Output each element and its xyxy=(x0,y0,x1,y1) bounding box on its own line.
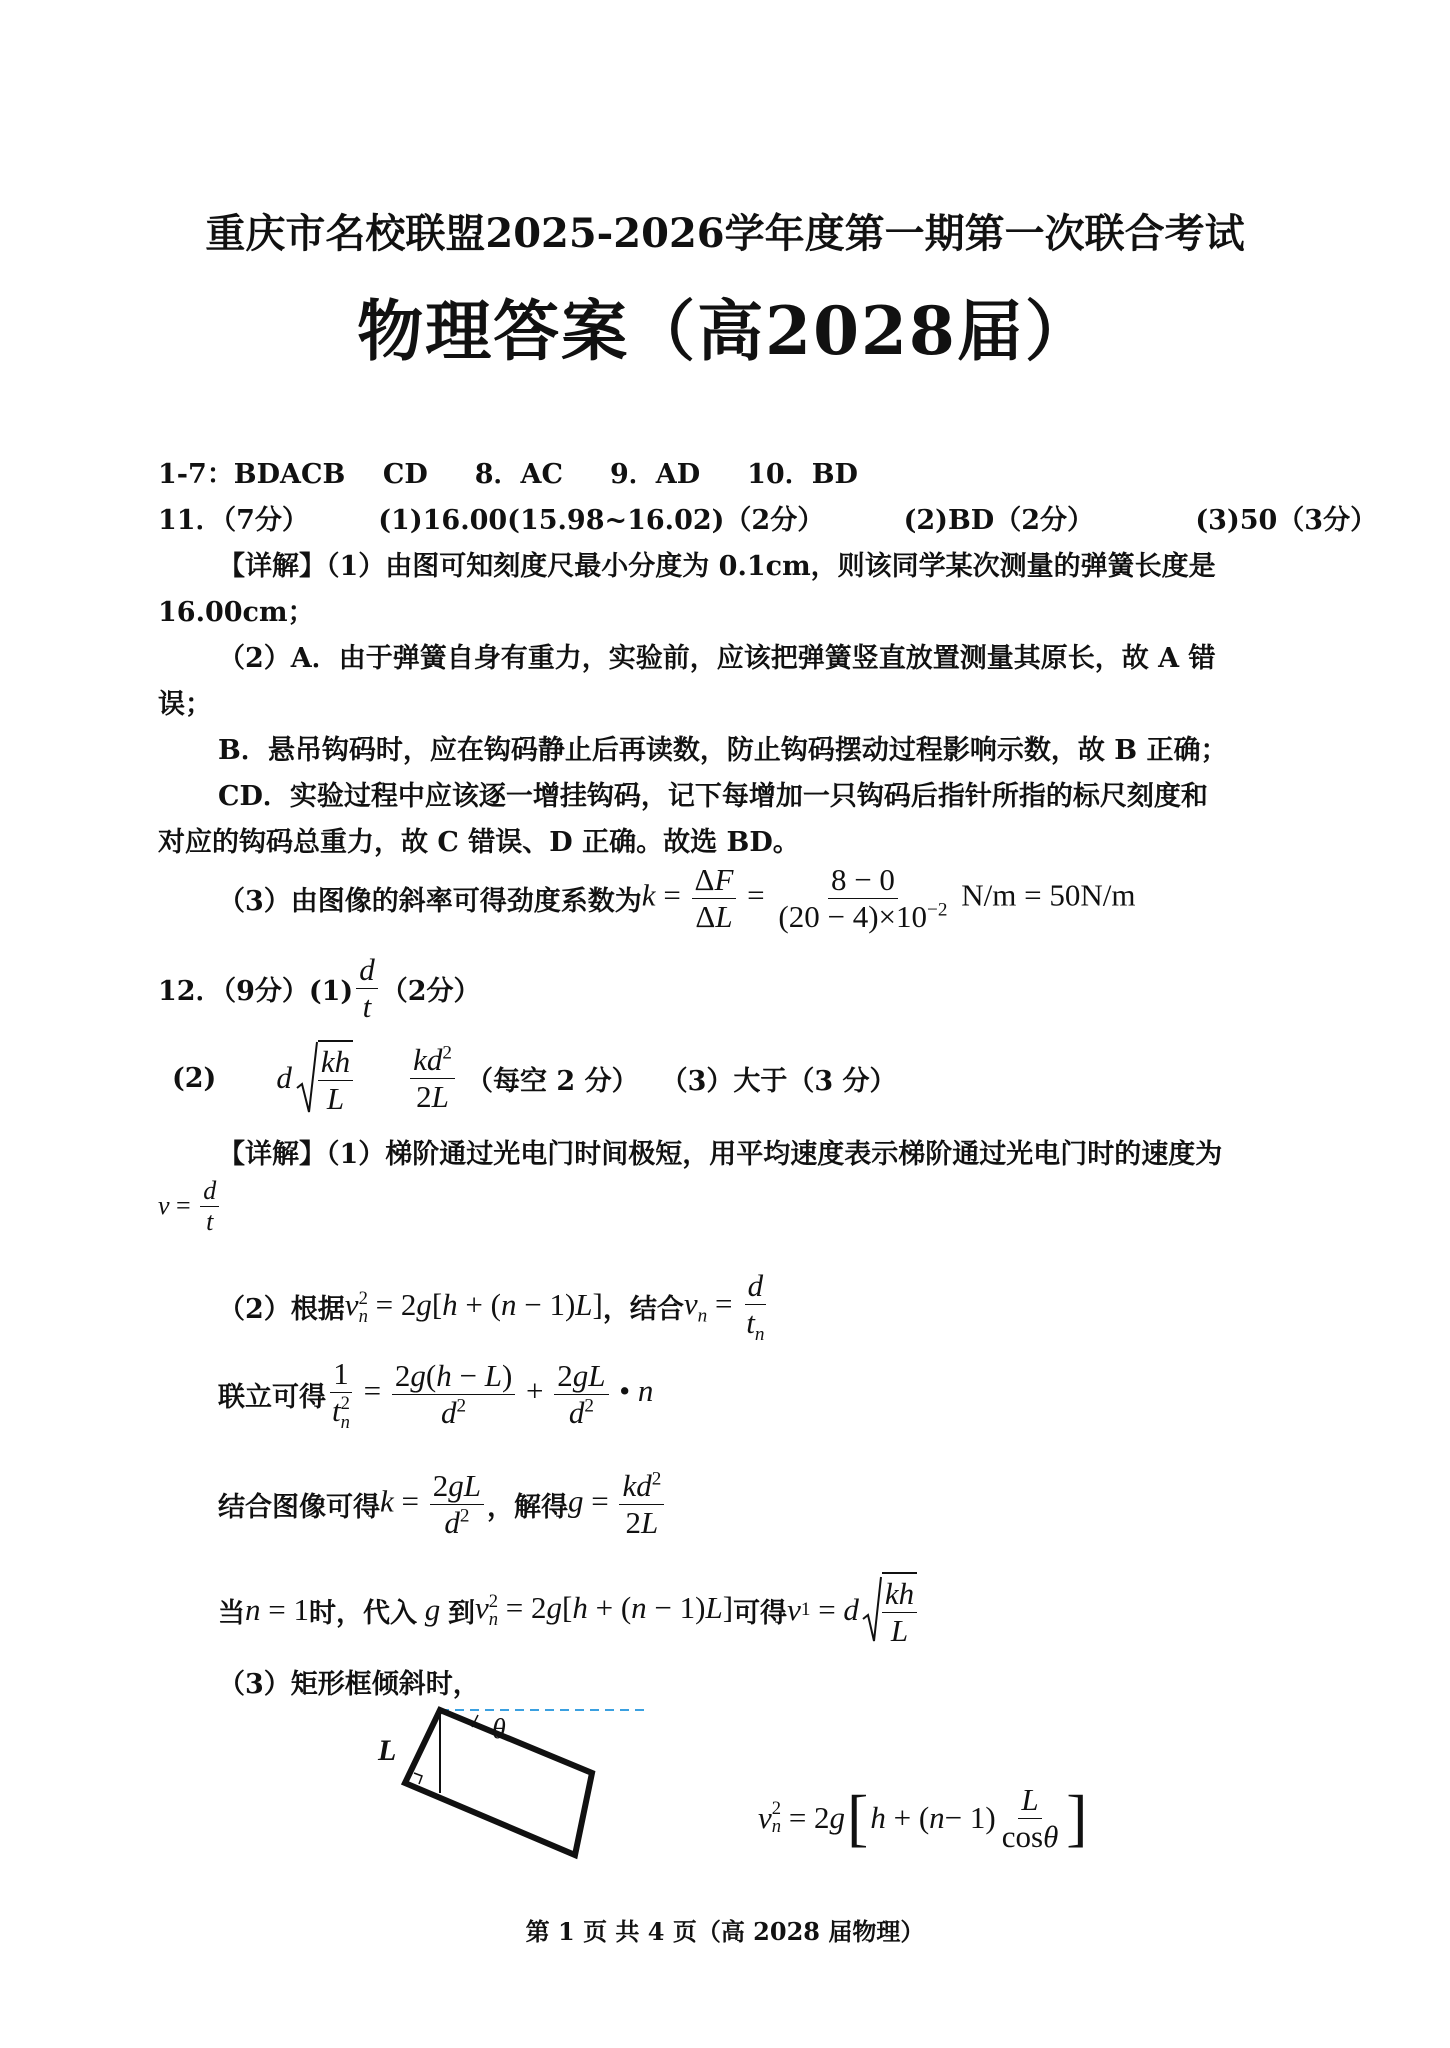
q11-detail-2e: 对应的钩码总重力，故 C 错误、D 正确。故选 BD。 xyxy=(158,827,800,858)
q11-detail-3: （3）由图像的斜率可得劲度系数为 k = $\frac{\Delta F}{\Delta L}$ = $\frac{8 - 0}{(20 - 4)\times 10^{-2}}$ N/m = 50N/m xyxy=(218,862,1136,934)
choice-answers: 1-7：BDACB CD 8．AC 9．AD 10．BD xyxy=(158,459,858,490)
q12-dang: 当 n = 1 时，代入 g 到 v 2 n = 2g[h + (n − 1)L] 可得 v 1 = d $\frac{kh}{L}$ xyxy=(218,1572,920,1648)
q12-v-eq: v = $\frac{d}{t}$ xyxy=(158,1176,222,1237)
q11-detail-2a: （2）A．由于弹簧自身有重力，实验前，应该把弹簧竖直放置测量其原长，故 A 错 xyxy=(218,643,1216,674)
q12-lianli: 联立可得 1 t 2 n = $\frac{2g(h - L)}{d^2}$ + $\frac{2gL}{d^2}$ • n xyxy=(218,1356,654,1433)
q11-header: 11．（7分） (1)16.00(15.98~16.02)（2分） (2)BD（2分） (3)50（3分） xyxy=(158,505,1378,536)
q12-answer-1: $\frac{d}{t}$ xyxy=(356,952,378,1024)
q12-detail-2: （2）根据 v 2 n = 2g[h + (n − 1)L] ，结合 $v_n$ = $\frac{d}{t_n}$ xyxy=(218,1268,765,1345)
q11-detail-2b: 误； xyxy=(158,689,212,720)
theta-label: θ xyxy=(492,1714,506,1745)
sqrt-sign xyxy=(862,1575,882,1645)
q12-jiehe: 结合图像可得 k = $\frac{2gL}{d^2}$ ，解得 g = $\frac{kd^2}{2L}$ xyxy=(218,1468,667,1540)
q12-part2: (2) d $\frac{kh}{L}$ $\frac{kd^2}{2L}$ （每空 2 分） （3）大于（3 分） xyxy=(172,1042,897,1116)
q11-detail-1b: 16.00cm； xyxy=(158,597,315,628)
q11-detail-2d: CD．实验过程中应该逐一增挂钩码，记下每增加一只钩码后指针所指的标尺刻度和 xyxy=(218,781,1208,812)
right-angle-mark xyxy=(414,1773,422,1784)
q12-header: 12．（9分）(1) $\frac{d}{t}$ （2分） xyxy=(158,952,481,1024)
exam-title: 重庆市名校联盟2025-2026学年度第一期第一次联合考试 xyxy=(205,210,1245,257)
q11-detail-2c: B．悬吊钩码时，应在钩码静止后再读数，防止钩码摆动过程影响示数，故 B 正确； xyxy=(218,735,1228,766)
q12-answer-g: $\frac{kd^2}{2L}$ xyxy=(410,1042,455,1114)
answer-title: 物理答案（高2028届） xyxy=(357,292,1093,370)
q12-detail-3: （3）矩形框倾斜时， xyxy=(218,1669,480,1700)
q11-detail-1a: 【详解】（1）由图可知刻度尺最小分度为 0.1cm，则该同学某次测量的弹簧长度是 xyxy=(218,551,1216,582)
q12-answer-v1: d $\frac{kh}{L}$ xyxy=(276,1040,356,1116)
tilted-velocity-formula: v 2 n = 2 g [ h + ( n − 1) $\frac{L}{\cos\theta}$ ] xyxy=(758,1782,1088,1854)
page-footer: 第 1 页 共 4 页（高 2028 届物理） xyxy=(525,1917,925,1946)
tilted-frame-figure xyxy=(370,1705,670,1875)
spring-constant-formula: k = $\frac{\Delta F}{\Delta L}$ = $\frac{8 - 0}{(20 - 4)\times 10^{-2}}$ N/m = 50N/m xyxy=(641,862,1136,934)
sqrt-sign xyxy=(296,1040,318,1116)
q12-detail-1: 【详解】（1）梯阶通过光电门时间极短，用平均速度表示梯阶通过光电门时的速度为 xyxy=(218,1139,1223,1170)
L-label: L xyxy=(378,1734,397,1767)
